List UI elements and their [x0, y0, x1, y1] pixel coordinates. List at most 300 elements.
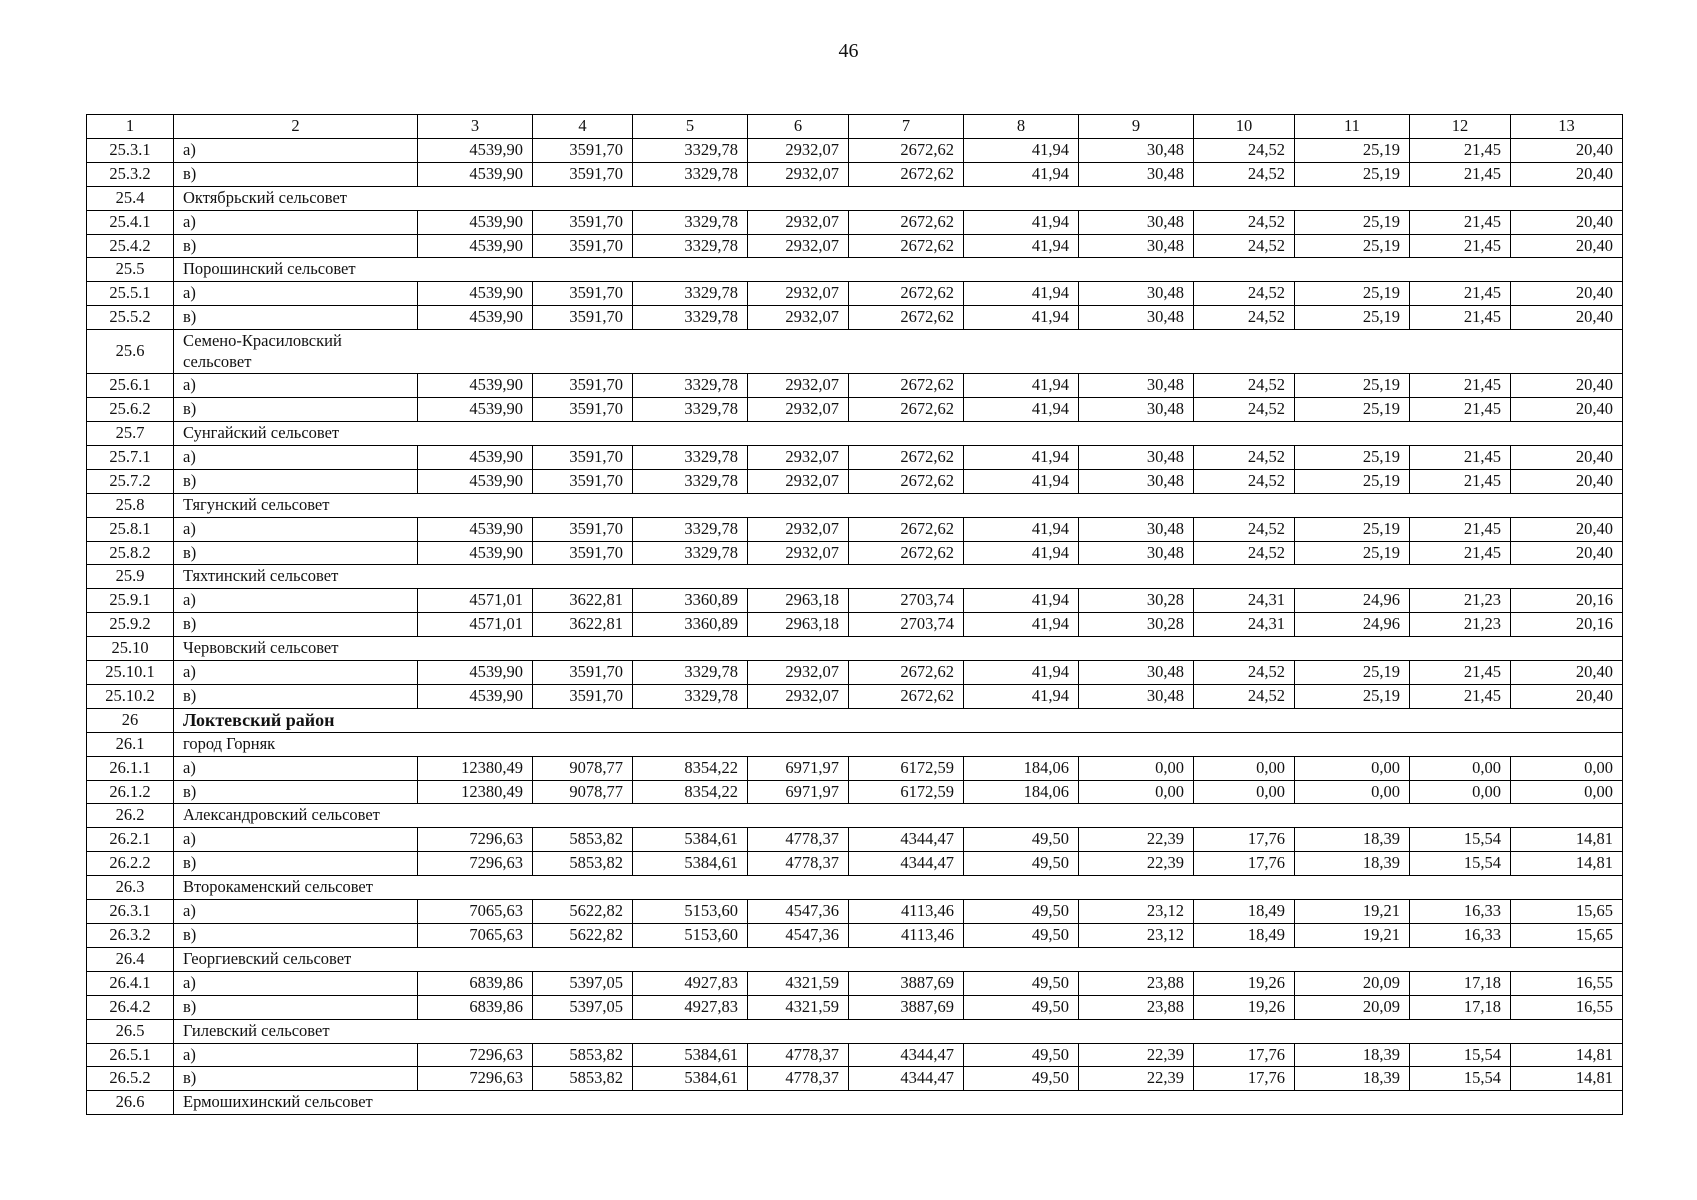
- table-row: [87, 780, 1623, 804]
- section-name: Ермошихинский сельсовет: [174, 1091, 418, 1115]
- value-cell: 41,94: [964, 282, 1079, 306]
- value-cell: 17,76: [1194, 1043, 1295, 1067]
- value-cell: 23,88: [1079, 971, 1194, 995]
- value-cell: 49,50: [964, 1043, 1079, 1067]
- row-code: 26.4: [87, 947, 174, 971]
- value-cell: 25,19: [1295, 374, 1410, 398]
- value-cell: 2932,07: [748, 374, 849, 398]
- row-name: в): [174, 306, 418, 330]
- value-cell: 25,19: [1295, 162, 1410, 186]
- section-row: [87, 804, 1623, 828]
- row-code: 26.6: [87, 1091, 174, 1115]
- section-spacer: [418, 804, 1623, 828]
- row-code: 25.10.1: [87, 661, 174, 685]
- value-cell: 0,00: [1410, 756, 1511, 780]
- row-name: а): [174, 210, 418, 234]
- value-cell: 5397,05: [533, 971, 633, 995]
- value-cell: 25,19: [1295, 684, 1410, 708]
- value-cell: 4539,90: [418, 445, 533, 469]
- value-cell: 20,16: [1511, 613, 1623, 637]
- section-spacer: [418, 732, 1623, 756]
- value-cell: 0,00: [1079, 756, 1194, 780]
- value-cell: 4778,37: [748, 1043, 849, 1067]
- value-cell: 23,12: [1079, 900, 1194, 924]
- value-cell: 4539,90: [418, 234, 533, 258]
- value-cell: 5153,60: [633, 924, 748, 948]
- row-code: 25.6.1: [87, 374, 174, 398]
- section-row: [87, 421, 1623, 445]
- value-cell: 20,40: [1511, 234, 1623, 258]
- value-cell: 3622,81: [533, 589, 633, 613]
- value-cell: 14,81: [1511, 1067, 1623, 1091]
- value-cell: 2703,74: [849, 589, 964, 613]
- value-cell: 24,31: [1194, 589, 1295, 613]
- section-spacer: [418, 421, 1623, 445]
- table-row: [87, 234, 1623, 258]
- row-name: а): [174, 900, 418, 924]
- section-name: Второкаменский сельсовет: [174, 876, 418, 900]
- row-code: 25.6.2: [87, 398, 174, 422]
- section-name: Георгиевский сельсовет: [174, 947, 418, 971]
- row-code: 25.3.2: [87, 162, 174, 186]
- value-cell: 2932,07: [748, 138, 849, 162]
- row-code: 26.3.1: [87, 900, 174, 924]
- value-cell: 3329,78: [633, 306, 748, 330]
- column-header: 11: [1295, 115, 1410, 139]
- page-number: 46: [838, 40, 859, 62]
- value-cell: 20,40: [1511, 517, 1623, 541]
- value-cell: 20,09: [1295, 995, 1410, 1019]
- table-row: [87, 541, 1623, 565]
- value-cell: 2932,07: [748, 162, 849, 186]
- value-cell: 4344,47: [849, 1067, 964, 1091]
- value-cell: 25,19: [1295, 445, 1410, 469]
- value-cell: 8354,22: [633, 756, 748, 780]
- value-cell: 24,96: [1295, 613, 1410, 637]
- value-cell: 22,39: [1079, 828, 1194, 852]
- value-cell: 4344,47: [849, 1043, 964, 1067]
- value-cell: 24,52: [1194, 661, 1295, 685]
- row-name: в): [174, 995, 418, 1019]
- section-row: [87, 876, 1623, 900]
- value-cell: 2932,07: [748, 469, 849, 493]
- value-cell: 5384,61: [633, 852, 748, 876]
- value-cell: 0,00: [1295, 756, 1410, 780]
- value-cell: 7296,63: [418, 1067, 533, 1091]
- value-cell: 4539,90: [418, 541, 533, 565]
- section-spacer: [418, 258, 1623, 282]
- value-cell: 30,48: [1079, 469, 1194, 493]
- value-cell: 12380,49: [418, 756, 533, 780]
- value-cell: 30,48: [1079, 306, 1194, 330]
- row-name: а): [174, 661, 418, 685]
- value-cell: 41,94: [964, 374, 1079, 398]
- value-cell: 2932,07: [748, 661, 849, 685]
- table-row: [87, 138, 1623, 162]
- value-cell: 15,54: [1410, 852, 1511, 876]
- value-cell: 15,54: [1410, 1043, 1511, 1067]
- value-cell: 17,76: [1194, 828, 1295, 852]
- value-cell: 3329,78: [633, 162, 748, 186]
- value-cell: 3591,70: [533, 306, 633, 330]
- value-cell: 6172,59: [849, 756, 964, 780]
- value-cell: 22,39: [1079, 1043, 1194, 1067]
- value-cell: 25,19: [1295, 517, 1410, 541]
- row-name: в): [174, 234, 418, 258]
- value-cell: 30,48: [1079, 162, 1194, 186]
- value-cell: 25,19: [1295, 469, 1410, 493]
- value-cell: 21,23: [1410, 589, 1511, 613]
- section-name: Семено-Красиловский сельсовет: [174, 330, 418, 374]
- table-row: [87, 900, 1623, 924]
- value-cell: 0,00: [1511, 756, 1623, 780]
- value-cell: 3591,70: [533, 234, 633, 258]
- column-header: 3: [418, 115, 533, 139]
- value-cell: 23,12: [1079, 924, 1194, 948]
- row-name: в): [174, 469, 418, 493]
- value-cell: 21,45: [1410, 162, 1511, 186]
- value-cell: 4927,83: [633, 971, 748, 995]
- value-cell: 30,48: [1079, 541, 1194, 565]
- value-cell: 49,50: [964, 971, 1079, 995]
- row-code: 26.2.2: [87, 852, 174, 876]
- value-cell: 2672,62: [849, 234, 964, 258]
- row-name: а): [174, 138, 418, 162]
- value-cell: 2932,07: [748, 684, 849, 708]
- value-cell: 184,06: [964, 780, 1079, 804]
- value-cell: 7065,63: [418, 924, 533, 948]
- table-row: [87, 684, 1623, 708]
- value-cell: 3329,78: [633, 138, 748, 162]
- column-header: 8: [964, 115, 1079, 139]
- table-row: [87, 282, 1623, 306]
- value-cell: 2932,07: [748, 541, 849, 565]
- value-cell: 18,39: [1295, 828, 1410, 852]
- row-code: 25.4: [87, 186, 174, 210]
- district-row: [87, 708, 1623, 732]
- value-cell: 6971,97: [748, 756, 849, 780]
- section-spacer: [418, 565, 1623, 589]
- value-cell: 4344,47: [849, 828, 964, 852]
- value-cell: 3591,70: [533, 282, 633, 306]
- value-cell: 24,52: [1194, 684, 1295, 708]
- value-cell: 25,19: [1295, 306, 1410, 330]
- row-code: 25.8.2: [87, 541, 174, 565]
- value-cell: 4571,01: [418, 589, 533, 613]
- row-code: 26.1.1: [87, 756, 174, 780]
- value-cell: 41,94: [964, 684, 1079, 708]
- row-code: 26.1: [87, 732, 174, 756]
- table-row: [87, 374, 1623, 398]
- value-cell: 3591,70: [533, 374, 633, 398]
- section-row: [87, 493, 1623, 517]
- value-cell: 41,94: [964, 306, 1079, 330]
- value-cell: 16,33: [1410, 900, 1511, 924]
- row-name: а): [174, 971, 418, 995]
- row-name: в): [174, 613, 418, 637]
- value-cell: 15,54: [1410, 828, 1511, 852]
- value-cell: 2672,62: [849, 138, 964, 162]
- row-code: 26.5.2: [87, 1067, 174, 1091]
- value-cell: 30,48: [1079, 517, 1194, 541]
- value-cell: 20,09: [1295, 971, 1410, 995]
- value-cell: 30,48: [1079, 282, 1194, 306]
- table-row: [87, 1067, 1623, 1091]
- value-cell: 25,19: [1295, 138, 1410, 162]
- value-cell: 4547,36: [748, 924, 849, 948]
- value-cell: 19,21: [1295, 900, 1410, 924]
- value-cell: 5153,60: [633, 900, 748, 924]
- row-code: 25.4.2: [87, 234, 174, 258]
- column-header: 2: [174, 115, 418, 139]
- value-cell: 3887,69: [849, 995, 964, 1019]
- value-cell: 17,18: [1410, 971, 1511, 995]
- value-cell: 16,55: [1511, 995, 1623, 1019]
- value-cell: 24,52: [1194, 138, 1295, 162]
- section-name: Порошинский сельсовет: [174, 258, 418, 282]
- value-cell: 41,94: [964, 469, 1079, 493]
- row-code: 25.8: [87, 493, 174, 517]
- value-cell: 0,00: [1295, 780, 1410, 804]
- table-row: [87, 613, 1623, 637]
- value-cell: 20,40: [1511, 138, 1623, 162]
- value-cell: 9078,77: [533, 756, 633, 780]
- value-cell: 24,52: [1194, 517, 1295, 541]
- section-spacer: [418, 1019, 1623, 1043]
- value-cell: 49,50: [964, 924, 1079, 948]
- value-cell: 24,52: [1194, 374, 1295, 398]
- value-cell: 20,40: [1511, 661, 1623, 685]
- district-name: Локтевский район: [174, 708, 418, 732]
- value-cell: 4539,90: [418, 684, 533, 708]
- value-cell: 24,31: [1194, 613, 1295, 637]
- value-cell: 2672,62: [849, 445, 964, 469]
- value-cell: 19,21: [1295, 924, 1410, 948]
- value-cell: 25,19: [1295, 398, 1410, 422]
- value-cell: 14,81: [1511, 828, 1623, 852]
- table-row: [87, 589, 1623, 613]
- section-spacer: [418, 330, 1623, 374]
- value-cell: 2932,07: [748, 282, 849, 306]
- value-cell: 18,39: [1295, 852, 1410, 876]
- value-cell: 2672,62: [849, 684, 964, 708]
- value-cell: 25,19: [1295, 234, 1410, 258]
- section-row: [87, 330, 1623, 374]
- value-cell: 21,45: [1410, 541, 1511, 565]
- value-cell: 2703,74: [849, 613, 964, 637]
- value-cell: 4539,90: [418, 306, 533, 330]
- value-cell: 24,52: [1194, 398, 1295, 422]
- value-cell: 4547,36: [748, 900, 849, 924]
- value-cell: 3591,70: [533, 138, 633, 162]
- value-cell: 41,94: [964, 234, 1079, 258]
- table-row: [87, 995, 1623, 1019]
- value-cell: 21,23: [1410, 613, 1511, 637]
- row-code: 25.10.2: [87, 684, 174, 708]
- value-cell: 25,19: [1295, 282, 1410, 306]
- value-cell: 3329,78: [633, 661, 748, 685]
- section-spacer: [418, 876, 1623, 900]
- section-name: Червовский сельсовет: [174, 637, 418, 661]
- value-cell: 0,00: [1079, 780, 1194, 804]
- value-cell: 4539,90: [418, 138, 533, 162]
- value-cell: 23,88: [1079, 995, 1194, 1019]
- value-cell: 7296,63: [418, 1043, 533, 1067]
- value-cell: 3329,78: [633, 282, 748, 306]
- section-row: [87, 947, 1623, 971]
- value-cell: 2672,62: [849, 374, 964, 398]
- value-cell: 4113,46: [849, 924, 964, 948]
- table-row: [87, 306, 1623, 330]
- value-cell: 5397,05: [533, 995, 633, 1019]
- value-cell: 41,94: [964, 541, 1079, 565]
- value-cell: 2672,62: [849, 282, 964, 306]
- row-code: 26.2: [87, 804, 174, 828]
- row-name: в): [174, 1067, 418, 1091]
- value-cell: 21,45: [1410, 138, 1511, 162]
- value-cell: 2932,07: [748, 398, 849, 422]
- value-cell: 24,52: [1194, 469, 1295, 493]
- value-cell: 16,33: [1410, 924, 1511, 948]
- value-cell: 4113,46: [849, 900, 964, 924]
- value-cell: 30,48: [1079, 374, 1194, 398]
- value-cell: 21,45: [1410, 661, 1511, 685]
- section-row: [87, 732, 1623, 756]
- value-cell: 25,19: [1295, 210, 1410, 234]
- value-cell: 6172,59: [849, 780, 964, 804]
- value-cell: 19,26: [1194, 971, 1295, 995]
- value-cell: 30,28: [1079, 589, 1194, 613]
- value-cell: 20,40: [1511, 469, 1623, 493]
- value-cell: 24,52: [1194, 234, 1295, 258]
- value-cell: 3360,89: [633, 589, 748, 613]
- value-cell: 184,06: [964, 756, 1079, 780]
- value-cell: 3591,70: [533, 541, 633, 565]
- value-cell: 3887,69: [849, 971, 964, 995]
- value-cell: 15,65: [1511, 924, 1623, 948]
- value-cell: 2963,18: [748, 589, 849, 613]
- row-code: 25.9.1: [87, 589, 174, 613]
- column-header: 12: [1410, 115, 1511, 139]
- value-cell: 18,39: [1295, 1043, 1410, 1067]
- section-row: [87, 1019, 1623, 1043]
- row-code: 25.8.1: [87, 517, 174, 541]
- column-number-row: [87, 115, 1623, 139]
- row-name: а): [174, 756, 418, 780]
- row-code: 25.7.1: [87, 445, 174, 469]
- value-cell: 2672,62: [849, 162, 964, 186]
- value-cell: 3591,70: [533, 162, 633, 186]
- value-cell: 4778,37: [748, 828, 849, 852]
- value-cell: 3591,70: [533, 661, 633, 685]
- column-header: 4: [533, 115, 633, 139]
- value-cell: 3329,78: [633, 517, 748, 541]
- row-code: 25.5.2: [87, 306, 174, 330]
- value-cell: 49,50: [964, 995, 1079, 1019]
- row-name: а): [174, 374, 418, 398]
- row-code: 26.4.1: [87, 971, 174, 995]
- value-cell: 5853,82: [533, 1067, 633, 1091]
- row-code: 26: [87, 708, 174, 732]
- table-row: [87, 852, 1623, 876]
- value-cell: 3591,70: [533, 210, 633, 234]
- table-row: [87, 1043, 1623, 1067]
- value-cell: 30,48: [1079, 445, 1194, 469]
- value-cell: 2963,18: [748, 613, 849, 637]
- value-cell: 4539,90: [418, 374, 533, 398]
- row-name: в): [174, 398, 418, 422]
- value-cell: 0,00: [1511, 780, 1623, 804]
- row-code: 26.5.1: [87, 1043, 174, 1067]
- value-cell: 21,45: [1410, 306, 1511, 330]
- row-code: 25.7.2: [87, 469, 174, 493]
- value-cell: 17,18: [1410, 995, 1511, 1019]
- value-cell: 2672,62: [849, 517, 964, 541]
- row-name: а): [174, 1043, 418, 1067]
- section-name: город Горняк: [174, 732, 418, 756]
- value-cell: 19,26: [1194, 995, 1295, 1019]
- value-cell: 3329,78: [633, 374, 748, 398]
- row-name: а): [174, 445, 418, 469]
- value-cell: 20,40: [1511, 210, 1623, 234]
- row-name: а): [174, 828, 418, 852]
- value-cell: 3329,78: [633, 684, 748, 708]
- value-cell: 4539,90: [418, 661, 533, 685]
- value-cell: 25,19: [1295, 661, 1410, 685]
- value-cell: 3329,78: [633, 469, 748, 493]
- value-cell: 22,39: [1079, 852, 1194, 876]
- value-cell: 2932,07: [748, 210, 849, 234]
- section-spacer: [418, 708, 1623, 732]
- value-cell: 5622,82: [533, 924, 633, 948]
- value-cell: 20,40: [1511, 445, 1623, 469]
- value-cell: 14,81: [1511, 852, 1623, 876]
- value-cell: 14,81: [1511, 1043, 1623, 1067]
- row-code: 25.4.1: [87, 210, 174, 234]
- value-cell: 2932,07: [748, 234, 849, 258]
- value-cell: 17,76: [1194, 852, 1295, 876]
- column-header: 7: [849, 115, 964, 139]
- value-cell: 41,94: [964, 445, 1079, 469]
- value-cell: 49,50: [964, 852, 1079, 876]
- value-cell: 41,94: [964, 398, 1079, 422]
- value-cell: 5853,82: [533, 828, 633, 852]
- row-code: 26.1.2: [87, 780, 174, 804]
- value-cell: 24,52: [1194, 306, 1295, 330]
- value-cell: 20,40: [1511, 162, 1623, 186]
- value-cell: 2932,07: [748, 306, 849, 330]
- table-row: [87, 924, 1623, 948]
- value-cell: 18,49: [1194, 900, 1295, 924]
- row-code: 25.3.1: [87, 138, 174, 162]
- value-cell: 7065,63: [418, 900, 533, 924]
- value-cell: 2672,62: [849, 661, 964, 685]
- value-cell: 4539,90: [418, 210, 533, 234]
- value-cell: 4539,90: [418, 398, 533, 422]
- row-code: 25.5: [87, 258, 174, 282]
- value-cell: 49,50: [964, 1067, 1079, 1091]
- value-cell: 5384,61: [633, 828, 748, 852]
- section-spacer: [418, 186, 1623, 210]
- table-row: [87, 398, 1623, 422]
- value-cell: 22,39: [1079, 1067, 1194, 1091]
- value-cell: 30,48: [1079, 210, 1194, 234]
- value-cell: 3591,70: [533, 469, 633, 493]
- value-cell: 41,94: [964, 613, 1079, 637]
- value-cell: 21,45: [1410, 469, 1511, 493]
- table-row: [87, 210, 1623, 234]
- row-name: в): [174, 684, 418, 708]
